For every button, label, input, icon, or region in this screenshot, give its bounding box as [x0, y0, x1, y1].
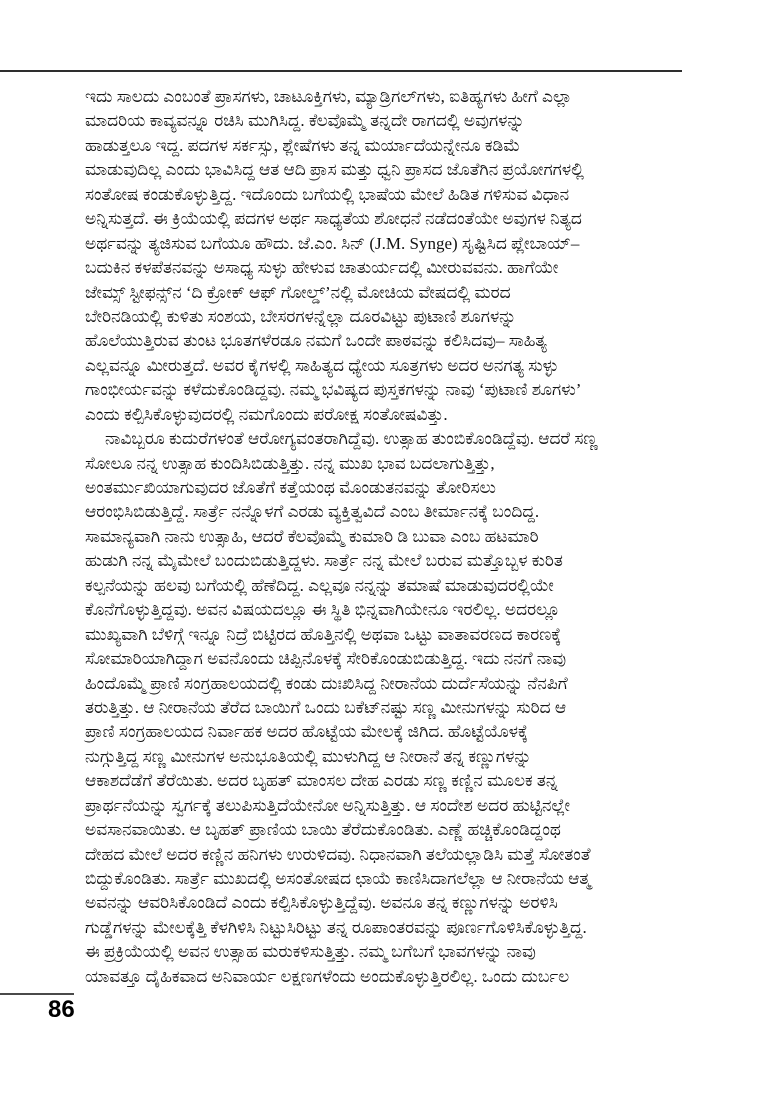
text-line: ಸೋಮಾರಿಯಾಗಿದ್ದಾಗ ಅವನೊಂದು ಚಿಪ್ಪಿನೊಳಕ್ಕೆ ಸೇರಿಕೊಂಡುಬಿಡುತ್ತಿದ್ದ. ಇದು ನನಗೆ ನಾವು	[85, 649, 567, 669]
text-line: ಮಾದರಿಯ ಕಾವ್ಯವನ್ನೂ ರಚಿಸಿ ಮುಗಿಸಿದ್ದ. ಕೆಲವೊಮ್ಮೆ ತನ್ನದೇ ರಾಗದಲ್ಲಿ ಅವುಗಳನ್ನು	[85, 111, 525, 131]
text-line: ಹಾಡುತ್ತಲೂ ಇದ್ದ. ಪದಗಳ ಸರ್ಕಸ್ಸು, ಶ್ಲೇಷೆಗಳು ತನ್ನ ಮರ್ಯಾದೆಯನ್ನೇನೂ ಕಡಿಮೆ	[85, 135, 521, 155]
text-line: ನಾವಿಬ್ಬರೂ ಕುದುರೆಗಳಂತೆ ಆರೋಗ್ಯವಂತರಾಗಿದ್ದೆವು. ಉತ್ಸಾಹ ತುಂಬಿಕೊಂಡಿದ್ದೆವು. ಆದರೆ ಸಣ್ಣ	[105, 429, 598, 449]
text-line: ಎಲ್ಲವನ್ನೂ ಮೀರುತ್ತದೆ. ಅವರ ಕೈಗಳಲ್ಲಿ ಸಾಹಿತ್ಯದ ಧ್ಯೇಯ ಸೂತ್ರಗಳು ಅದರ ಅನಗತ್ಯ ಸುಳ್ಳು	[85, 355, 559, 375]
text-line: ಎಂದು ಕಲ್ಪಿಸಿಕೊಳ್ಳುವುದರಲ್ಲಿ ನಮಗೊಂದು ಪರೋಕ್ಷ ಸಂತೋಷವಿತ್ತು.	[85, 404, 448, 424]
page-text	[85, 85, 733, 989]
text-line: ಸೋಲೂ ನನ್ನ ಉತ್ಸಾಹ ಕುಂದಿಸಿಬಿಡುತ್ತಿತ್ತು. ನನ್ನ ಮುಖ ಭಾವ ಬದಲಾಗುತ್ತಿತ್ತು,	[85, 453, 495, 473]
text-line: ಅವನನ್ನು ಆವರಿಸಿಕೊಂಡಿದೆ ಎಂದು ಕಲ್ಪಿಸಿಕೊಳ್ಳುತ್ತಿದ್ದೆವು. ಅವನೂ ತನ್ನ ಕಣ್ಣುಗಳನ್ನು ಅರಳಿಸಿ	[85, 893, 558, 913]
text-line: ಕೊನೆಗೊಳ್ಳುತ್ತಿದ್ದವು. ಅವನ ವಿಷಯದಲ್ಲೂ ಈ ಸ್ಥಿತಿ ಭಿನ್ನವಾಗಿಯೇನೂ ಇರಲಿಲ್ಲ. ಅದರಲ್ಲೂ	[85, 600, 560, 620]
text-line: ಅರ್ಥವನ್ನು ತ್ಯಜಿಸುವ ಬಗೆಯೂ ಹೌದು. ಜೆ.ಎಂ. ಸಿನ್ (J.M. Synge) ಸೃಷ್ಟಿಸಿದ ಪ್ಲೇಬಾಯ್–	[85, 233, 580, 253]
text-line: ಬದುಕಿನ ಕಳಪೆತನವನ್ನು ಅಸಾಧ್ಯ ಸುಳ್ಳು ಹೇಳುವ ಚಾತುರ್ಯದಲ್ಲಿ ಮೀರುವವನು. ಹಾಗೆಯೇ	[85, 258, 559, 278]
text-line: ನುಗ್ಗುತ್ತಿದ್ದ ಸಣ್ಣ ಮೀನುಗಳ ಅನುಭೂತಿಯಲ್ಲಿ ಮುಳುಗಿದ್ದ ಆ ನೀರಾನೆ ತನ್ನ ಕಣ್ಣುಗಳನ್ನು	[85, 746, 532, 766]
text-line: ಸಂತೋಷ ಕಂಡುಕೊಳ್ಳುತ್ತಿದ್ದ. ಇದೊಂದು ಬಗೆಯಲ್ಲಿ ಭಾಷೆಯ ಮೇಲೆ ಹಿಡಿತ ಗಳಿಸುವ ವಿಧಾನ	[85, 184, 570, 204]
text-line: ಇದು ಸಾಲದು ಎಂಬಂತೆ ಪ್ರಾಸಗಳು, ಚಾಟೂಕ್ತಿಗಳು, ಮ್ಯಾಡ್ರಿಗಲ್‌ಗಳು, ಐತಿಹ್ಯಗಳು ಹೀಗೆ ಎಲ್ಲಾ	[85, 87, 572, 106]
text-line: ಪ್ರಾಣಿ ಸಂಗ್ರಹಾಲಯದ ನಿರ್ವಾಹಕ ಅದರ ಹೊಟ್ಟೆಯ ಮೇಲಕ್ಕೆ ಜಿಗಿದ. ಹೊಟ್ಟೆಯೊಳಕ್ಕೆ	[85, 722, 528, 742]
paragraph	[85, 427, 733, 989]
text-line: ಹೊಲೆಯುತ್ತಿರುವ ತುಂಟ ಭೂತಗಳೆರಡೂ ನಮಗೆ ಒಂದೇ ಪಾಠವನ್ನು ಕಲಿಸಿದವು– ಸಾಹಿತ್ಯ	[85, 331, 547, 351]
text-line: ಹುಡುಗಿ ನನ್ನ ಮೈಮೇಲೆ ಬಂದುಬಿಡುತ್ತಿದ್ದಳು. ಸಾರ್ತ್ರೆ ನನ್ನ ಮೇಲೆ ಬರುವ ಮತ್ತೊಬ್ಬಳ ಕುರಿತ	[85, 551, 563, 571]
text-line: ಗುಡ್ಡೆಗಳನ್ನು ಮೇಲಕ್ಕೆತ್ತಿ ಕೆಳಗಿಳಿಸಿ ನಿಟ್ಟುಸಿರಿಟ್ಟು ತನ್ನ ರೂಪಾಂತರವನ್ನು ಪೂರ್ಣಗೊಳಿಸಿಕೊಳ್ಳುತ್ತಿದ್ದ.	[85, 917, 587, 937]
text-line: ಆರಂಭಿಸಿಬಿಡುತ್ತಿದ್ದೆ. ಸಾರ್ತ್ರೆ ನನ್ನೊಳಗೆ ಎರಡು ವ್ಯಕ್ತಿತ್ವವಿದೆ ಎಂಬ ತೀರ್ಮಾನಕ್ಕೆ ಬಂದಿದ್ದ.	[85, 502, 540, 522]
text-line: ಈ ಪ್ರಕ್ರಿಯೆಯಲ್ಲಿ ಅವನ ಉತ್ಸಾಹ ಮರುಕಳಿಸುತ್ತಿತ್ತು. ನಮ್ಮ ಬಗೆಬಗೆ ಭಾವಗಳನ್ನು ನಾವು	[85, 942, 536, 962]
text-line: ಬಿದ್ದುಕೊಂಡಿತು. ಸಾರ್ತ್ರೆ ಮುಖದಲ್ಲಿ ಅಸಂತೋಷದ ಛಾಯೆ ಕಾಣಿಸಿದಾಗಲೆಲ್ಲಾ ಆ ನೀರಾನೆಯ ಆತ್ಮ	[85, 869, 591, 888]
text-line: ಗಾಂಭೀರ್ಯವನ್ನು ಕಳೆದುಕೊಂಡಿದ್ದವು. ನಮ್ಮ ಭವಿಷ್ಯದ ಪುಸ್ತಕಗಳನ್ನು ನಾವು ‘ಪುಟಾಣಿ ಶೂಗಳು’	[85, 380, 582, 400]
text-line: ಆಕಾಶದೆಡೆಗೆ ತೆರೆಯಿತು. ಅದರ ಬೃಹತ್ ಮಾಂಸಲ ದೇಹ ಎರಡು ಸಣ್ಣ ಕಣ್ಣಿನ ಮೂಲಕ ತನ್ನ	[85, 771, 558, 791]
text-line: ಯಾವತ್ತೂ ದೈಹಿಕವಾದ ಅನಿವಾರ್ಯ ಲಕ್ಷಣಗಳೆಂದು ಅಂದುಕೊಳ್ಳುತ್ತಿರಲಿಲ್ಲ. ಒಂದು ದುರ್ಬಲ	[85, 966, 570, 986]
text-line: ಜೇಮ್ಸ್ ಸ್ಟೀಫನ್ಸ್‌ನ ‘ದಿ ಕ್ರೋಕ್ ಆಫ್ ಗೋಲ್ಡ್’ನಲ್ಲಿ ಮೋಚಿಯ ವೇಷದಲ್ಲಿ ಮರದ	[85, 282, 511, 302]
text-line: ಅನ್ನಿಸುತ್ತದೆ. ಈ ಕ್ರಿಯೆಯಲ್ಲಿ ಪದಗಳ ಅರ್ಥ ಸಾಧ್ಯತೆಯ ಶೋಧನೆ ನಡೆದಂತೆಯೇ ಅವುಗಳ ನಿತ್ಯದ	[85, 209, 582, 229]
page-number: 86	[48, 996, 75, 1023]
text-line: ದೇಹದ ಮೇಲೆ ಅದರ ಕಣ್ಣಿನ ಹನಿಗಳು ಉರುಳಿದವು. ನಿಧಾನವಾಗಿ ತಲೆಯಲ್ಲಾಡಿಸಿ ಮತ್ತೆ ಸೋತಂತೆ	[85, 844, 591, 864]
paragraph	[85, 85, 733, 427]
text-line: ಮಾಡುವುದಿಲ್ಲ ಎಂದು ಭಾವಿಸಿದ್ದ ಆತ ಆದಿ ಪ್ರಾಸ ಮತ್ತು ಧ್ವನಿ ಪ್ರಾಸದ ಜೊತೆಗಿನ ಪ್ರಯೋಗಗಳಲ್ಲಿ	[85, 160, 584, 180]
text-line: ಅವಸಾನವಾಯಿತು. ಆ ಬೃಹತ್ ಪ್ರಾಣಿಯ ಬಾಯಿ ತೆರೆದುಕೊಂಡಿತು. ಎಣ್ಣೆ ಹಚ್ಚಿಕೊಂಡಿದ್ದಂಥ	[85, 820, 561, 840]
text-line: ಸಾಮಾನ್ಯವಾಗಿ ನಾನು ಉತ್ಸಾಹಿ, ಆದರೆ ಕೆಲವೊಮ್ಮೆ ಕುಮಾರಿ ಡಿ ಬುವಾ ಎಂಬ ಹಟಮಾರಿ	[85, 526, 539, 546]
text-line: ಮುಖ್ಯವಾಗಿ ಬೆಳಿಗ್ಗೆ ಇನ್ನೂ ನಿದ್ರೆ ಬಿಟ್ಟಿರದ ಹೊತ್ತಿನಲ್ಲಿ ಅಥವಾ ಒಟ್ಟು ವಾತಾವರಣದ ಕಾರಣಕ್ಕೆ	[85, 624, 562, 644]
footer-rule	[0, 993, 74, 995]
text-line: ಕಲ್ಪನೆಯನ್ನು ಹಲವು ಬಗೆಯಲ್ಲಿ ಹೆಣೆದಿದ್ದ. ಎಲ್ಲವೂ ನನ್ನನ್ನು ತಮಾಷೆ ಮಾಡುವುದರಲ್ಲಿಯೇ	[85, 575, 554, 595]
text-line: ಪ್ರಾರ್ಥನೆಯನ್ನು ಸ್ವರ್ಗಕ್ಕೆ ತಲುಪಿಸುತ್ತಿದೆಯೇನೋ ಅನ್ನಿಸುತ್ತಿತ್ತು. ಆ ಸಂದೇಶ ಅದರ ಹುಟ್ಟಿನಲ್ಲೇ	[85, 795, 571, 815]
header-rule	[0, 70, 682, 72]
text-line: ತರುತ್ತಿತ್ತು. ಆ ನೀರಾನೆಯ ತೆರೆದ ಬಾಯಿಗೆ ಒಂದು ಬಕೆಟ್‌ನಷ್ಟು ಸಣ್ಣ ಮೀನುಗಳನ್ನು ಸುರಿದ ಆ	[85, 697, 567, 717]
text-line: ಬೇರಿನಡಿಯಲ್ಲಿ ಕುಳಿತು ಸಂಶಯ, ಬೇಸರಗಳನ್ನೆಲ್ಲಾ ದೂರವಿಟ್ಟು ಪುಟಾಣಿ ಶೂಗಳನ್ನು	[85, 306, 517, 326]
text-line: ಹಿಂದೊಮ್ಮೆ ಪ್ರಾಣಿ ಸಂಗ್ರಹಾಲಯದಲ್ಲಿ ಕಂಡು ದುಃಖಿಸಿದ್ದ ನೀರಾನೆಯ ದುರ್ದೆಸೆಯನ್ನು ನೆನಪಿಗೆ	[85, 673, 568, 693]
text-line: ಅಂತರ್ಮುಖಿಯಾಗುವುದರ ಜೊತೆಗೆ ಕತ್ತೆಯಂಥ ಮೊಂಡುತನವನ್ನು ತೋರಿಸಲು	[85, 478, 496, 497]
